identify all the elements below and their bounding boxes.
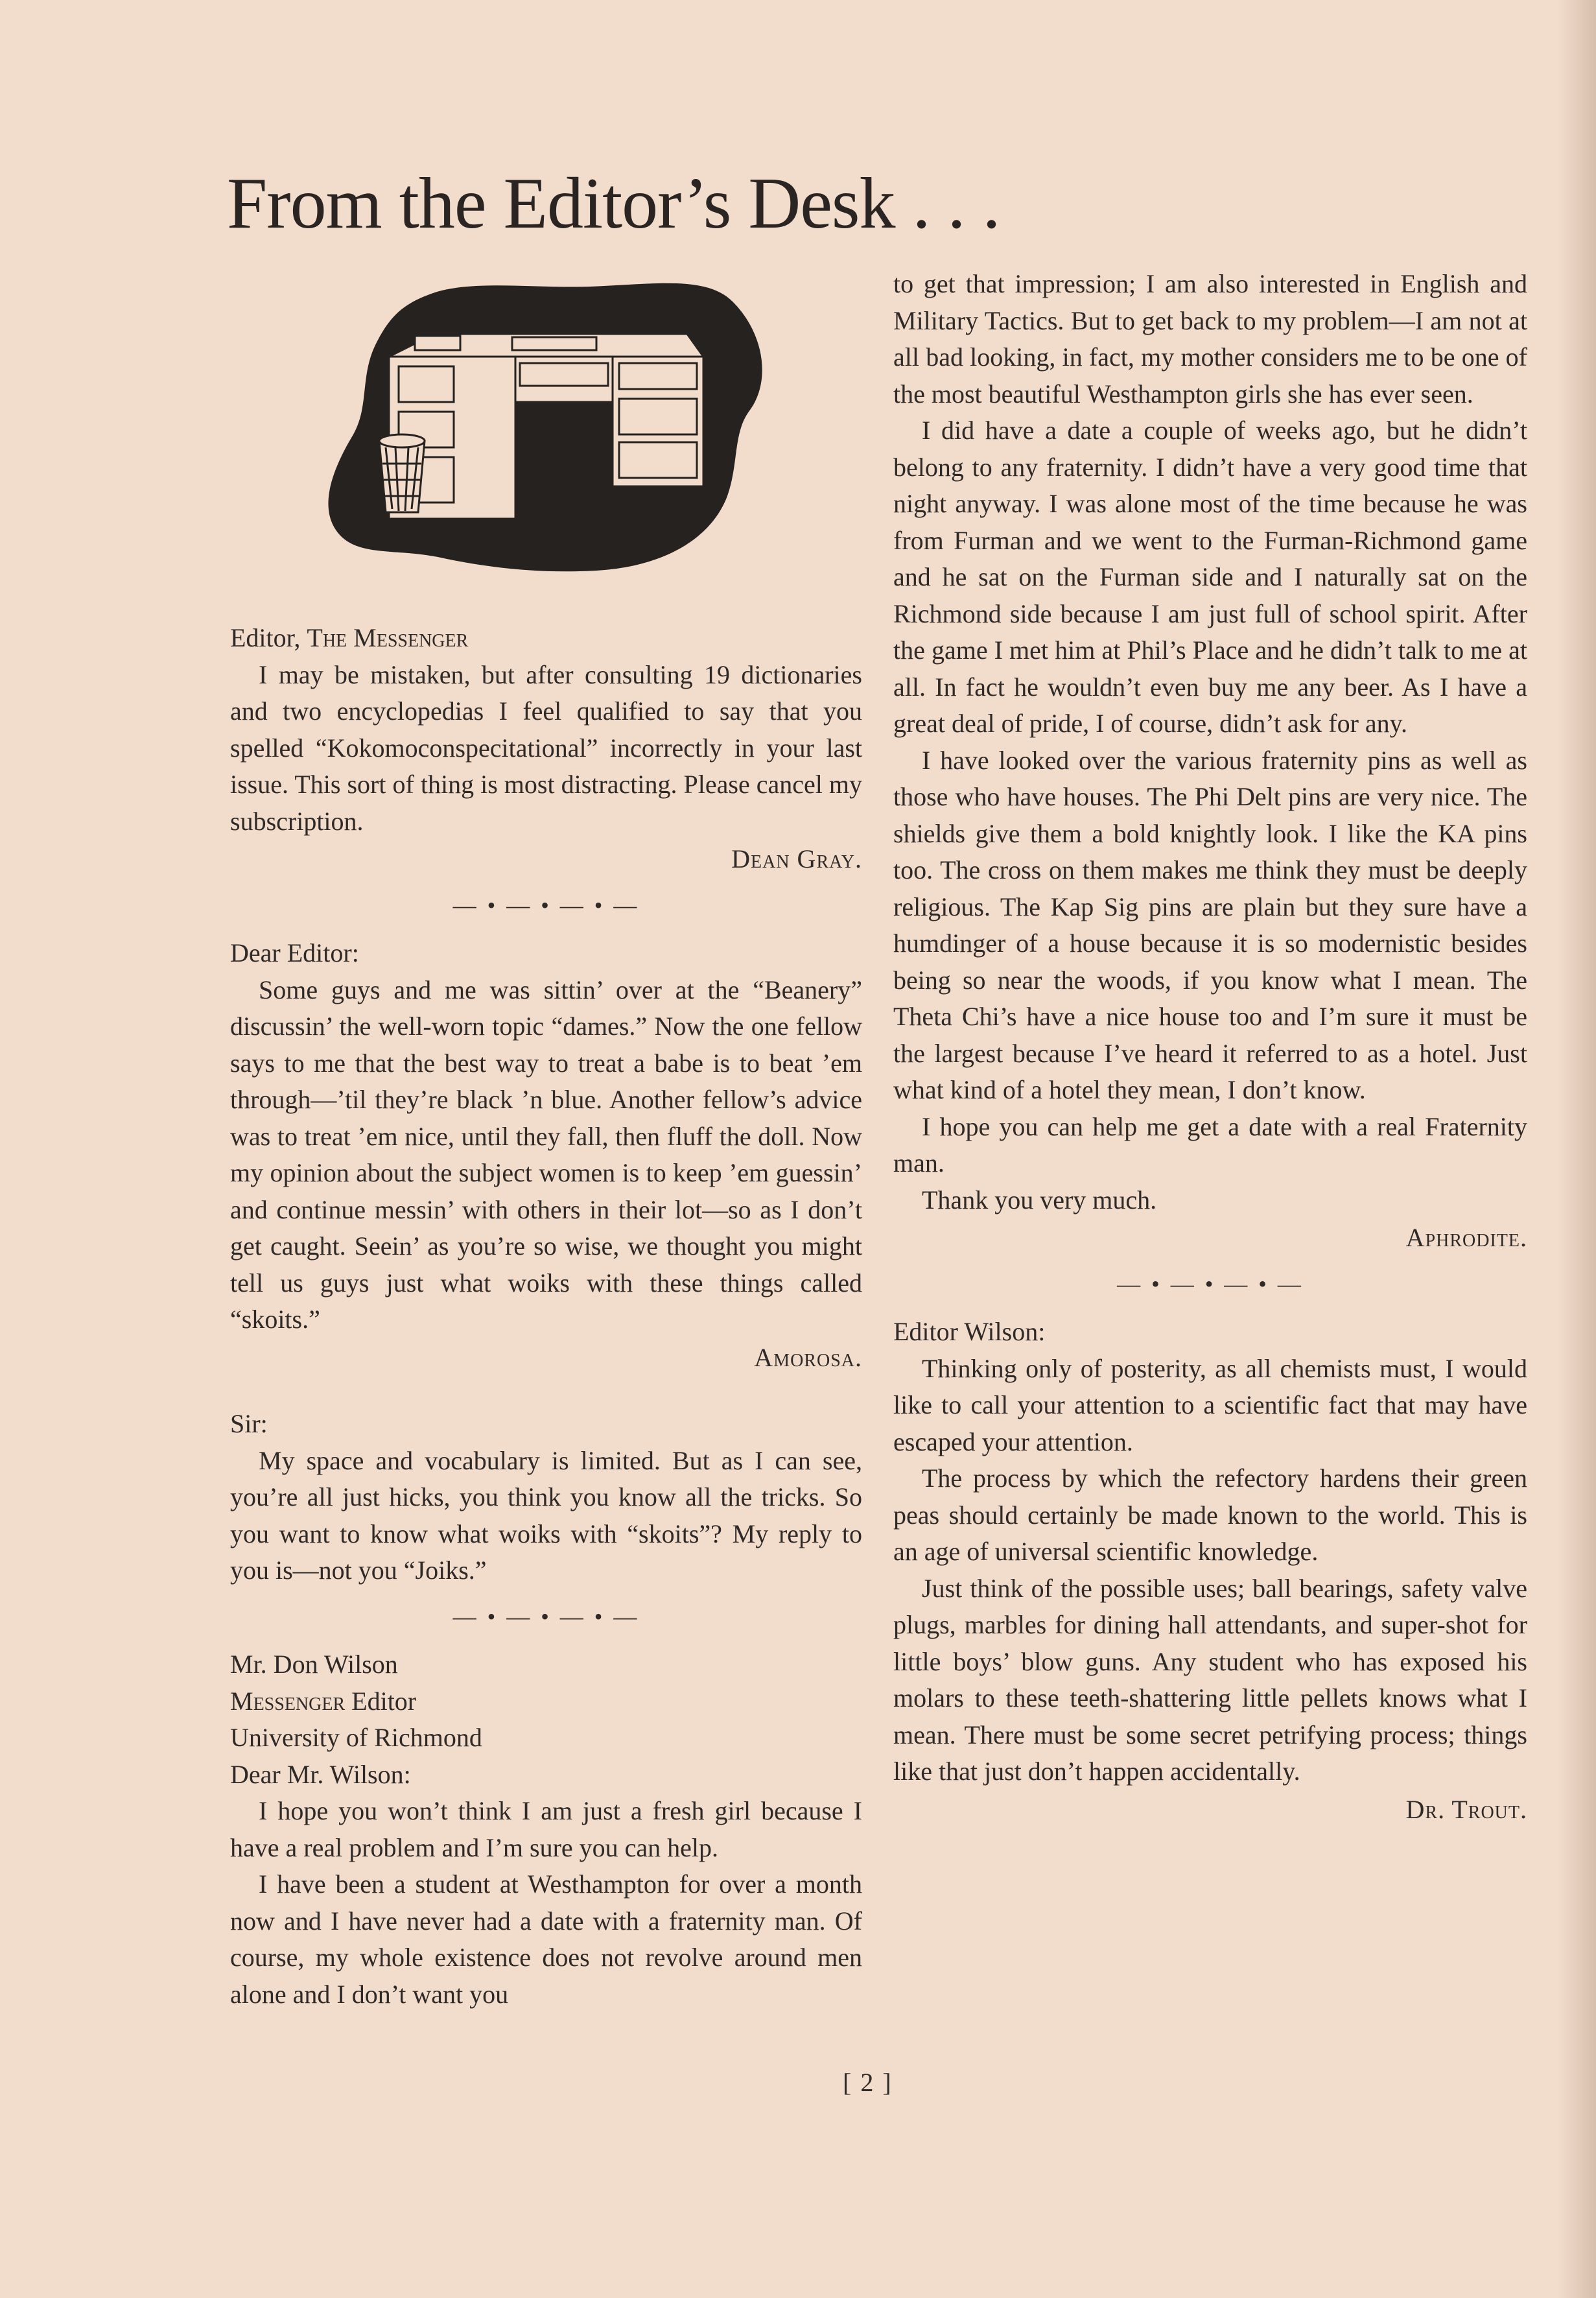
page-edge-shadow [1557, 0, 1596, 2298]
letter-salutation: Dear Mr. Wilson: [230, 1759, 411, 1789]
address-role [230, 1683, 862, 1720]
letter-body: I did have a date a couple of weeks ago, but he didn’t belong to any fraternity. I didn’t have a very good time that night anyway. I was alone most of the time because he was from Furman and we went to the Furman-Richmond game and he sat on the Furman side and I naturally sat on the Richmond side because I am just full of school spirit. After the game I met him at Phil’s Place and he didn’t talk to me at all. In fact he wouldn’t even buy me any beer. As I have a great deal of pride, I of course, didn’t ask for any. [893, 416, 1527, 738]
drawer [619, 442, 697, 478]
letter-body: My space and vocabulary is limited. But as I can see, you’re all just hicks, you think you know all the tricks. So you want to know what woiks with “skoits”? My reply to you is—not you “Joiks.” [230, 1445, 862, 1585]
letter-body: The process by which the refectory hardens their green peas should certainly be made known to the world. This is an age of universal scientific knowledge. [893, 1463, 1527, 1566]
letter-body: Some guys and me was sittin’ over at the “Beanery” discussin’ the well-worn topic “dames.” Now the one fellow says to me that the best way to treat a babe is to beat ’em through—’til they’re black ’n blue. Another fellow’s advice was to treat ’em nice, until they fall, then fluff the doll. Now my opinion about the subject women is to keep ’em guessin’ and continue messin’ with others in their lot—so as I don’t get caught. Seein’ as you’re so wise, we thought you might tell us guys just what woiks with these things called “skoits.” [230, 975, 862, 1334]
letter-salutation [230, 620, 862, 657]
salutation-magazine-name: The Messenger [307, 623, 469, 652]
address-role-magazine: Messenger [230, 1686, 346, 1716]
editor-desk-illustration-icon [318, 272, 778, 577]
page-number: [ 2 ] [843, 2068, 893, 2097]
drawer [619, 363, 697, 389]
salutation-prefix: Editor, [230, 623, 307, 652]
blotter [512, 337, 596, 350]
letter-body: I hope you can help me get a date with a real Fraternity man. [893, 1111, 1527, 1178]
letter-signature: Dean Gray. [731, 844, 862, 873]
page-title: From the Editor’s Desk . . . [227, 163, 1000, 244]
letter-body: Thinking only of posterity, as all chemists must, I would like to call your attention to a scientific fact that may have escaped your attention. [893, 1353, 1527, 1456]
letter-body: I may be mistaken, but after consulting 19 dictionaries and two encyclopedias I feel qualified to say that you spelled “Kokomoconspecitational” incorrectly in your last issue. This sort of thing is most distracting. Please cancel my subscription. [230, 659, 862, 836]
letter-body: I have been a student at Westhampton for over a month now and I have never had a date with a fraternity man. Of course, my whole existence does not revolve around men alone and I don’t want you [230, 1869, 862, 2009]
letter-signature: Amorosa. [754, 1342, 862, 1372]
letter-salutation: Sir: [230, 1409, 268, 1438]
letter-salutation: Editor Wilson: [893, 1317, 1046, 1346]
left-column [230, 620, 862, 2013]
section-separator: — • — • — • — [452, 1603, 640, 1629]
address-org: University of Richmond [230, 1723, 482, 1752]
section-separator: — • — • — • — [1117, 1270, 1304, 1297]
drawer [520, 363, 608, 386]
letter-body: Just think of the possible uses; ball bearings, safety valve plugs, marbles for dining hall attendants, and super-shot for little boys’ blow guns. Any student who has exposed his molars to these teeth-shattering little pellets knows what I mean. There must be some secret petrifying process; things like that just don’t happen accidentally. [893, 1573, 1527, 1786]
drawer [399, 366, 454, 402]
section-separator: — • — • — • — [452, 892, 640, 918]
spacer [230, 1376, 862, 1406]
address-role-title: Editor [345, 1686, 417, 1716]
tray [415, 336, 460, 350]
address-name: Mr. Don Wilson [230, 1650, 398, 1679]
letter-body: I hope you won’t think I am just a fresh girl because I have a real problem and I’m sure you can help. [230, 1796, 862, 1862]
letter-body: I have looked over the various fraternity pins as well as those who have houses. The Phi Delt pins are very nice. The shields give them a bold knightly look. I like the KA pins too. The cross on them makes me think they must be deeply religious. The Kap Sig pins are plain but they sure have a humdinger of a house because it is so modernistic besides being so near the woods, if you know what I mean. The Theta Chi’s have a nice house too and I’m sure it must be the largest because I’ve heard it referred to as a hotel. Just what kind of a hotel they mean, I don’t know. [893, 745, 1527, 1104]
wastebasket-icon [379, 434, 425, 512]
letter-signature: Aphrodite. [1405, 1223, 1527, 1252]
right-column [893, 266, 1527, 1828]
letter-signature: Dr. Trout. [1405, 1794, 1527, 1824]
letter-body: Thank you very much. [922, 1185, 1157, 1214]
letter-salutation: Dear Editor: [230, 938, 359, 967]
letter-body-continued: to get that impression; I am also interested in English and Military Tactics. But to get back to my problem—I am not at all bad looking, in fact, my mother considers me to be one of the most beautiful Westhampton girls she has ever seen. [893, 269, 1527, 409]
drawer [619, 399, 697, 434]
